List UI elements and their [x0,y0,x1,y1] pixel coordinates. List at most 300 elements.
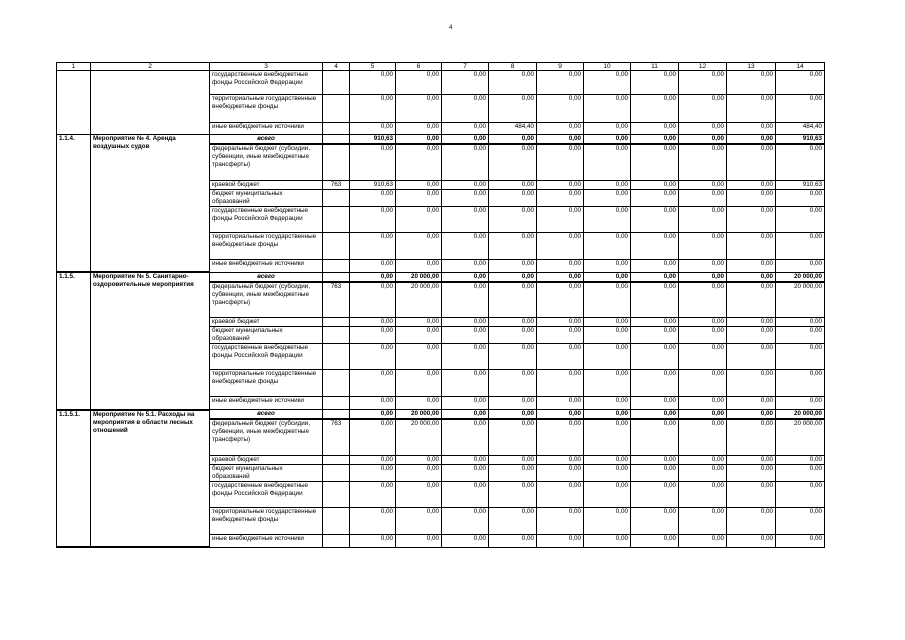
header-cell: 14 [776,63,825,71]
value-cell: 0,00 [679,123,727,135]
budget-code [323,397,350,410]
value-cell: 0,00 [584,464,631,481]
value-cell: 0,00 [584,507,631,534]
budget-code [323,272,350,282]
source-label: бюджет муниципальных образований [210,464,323,481]
value-cell: 0,00 [537,318,584,327]
header-cell: 11 [631,63,679,71]
value-cell: 0,00 [396,180,442,189]
value-cell: 0,00 [631,189,679,206]
value-cell: 0,00 [584,232,631,259]
value-cell: 0,00 [727,344,776,370]
budget-code [323,534,350,547]
value-cell: 0,00 [396,144,442,180]
value-cell: 0,00 [442,71,489,95]
value-cell: 0,00 [489,397,537,410]
value-cell: 0,00 [631,180,679,189]
header-cell: 5 [350,63,396,71]
source-label: государственные внебюджетные фонды Российской Федерации [210,71,323,95]
budget-code [323,370,350,397]
value-cell: 0,00 [442,180,489,189]
value-cell: 0,00 [396,206,442,232]
value-cell: 0,00 [727,327,776,344]
value-cell: 0,00 [631,397,679,410]
source-label: иные внебюджетные источники [210,534,323,547]
value-cell: 0,00 [679,144,727,180]
header-cell: 4 [323,63,350,71]
value-cell: 0,00 [584,318,631,327]
value-cell: 0,00 [537,71,584,95]
value-cell: 0,00 [396,464,442,481]
value-cell: 0,00 [537,455,584,464]
item-code: 1.1.5.1. [57,410,91,548]
value-cell: 0,00 [537,419,584,455]
value-cell: 0,00 [537,507,584,534]
budget-code [323,123,350,135]
value-cell: 0,00 [727,534,776,547]
value-cell: 0,00 [631,144,679,180]
value-cell: 0,00 [631,370,679,397]
value-cell: 0,00 [727,259,776,272]
value-cell: 0,00 [537,95,584,123]
value-cell: 0,00 [776,397,825,410]
value-cell: 0,00 [537,370,584,397]
source-label: государственные внебюджетные фонды Российской Федерации [210,206,323,232]
value-cell: 910,63 [776,135,825,145]
header-cell: 6 [396,63,442,71]
source-label: всего [210,272,323,282]
value-cell: 0,00 [350,71,396,95]
value-cell: 0,00 [537,144,584,180]
value-cell: 910,63 [350,135,396,145]
value-cell: 0,00 [631,344,679,370]
value-cell: 0,00 [679,507,727,534]
value-cell: 20 000,00 [776,419,825,455]
value-cell: 0,00 [776,327,825,344]
value-cell: 0,00 [489,144,537,180]
value-cell: 0,00 [727,507,776,534]
source-label: всего [210,135,323,145]
value-cell: 0,00 [489,232,537,259]
value-cell: 0,00 [489,259,537,272]
value-cell: 0,00 [442,481,489,507]
value-cell: 0,00 [584,397,631,410]
value-cell: 0,00 [489,135,537,145]
budget-code: 763 [323,282,350,318]
source-label: государственные внебюджетные фонды Российской Федерации [210,344,323,370]
source-label: территориальные государственные внебюджетные фонды [210,507,323,534]
value-cell: 0,00 [350,206,396,232]
value-cell: 0,00 [350,232,396,259]
value-cell: 0,00 [727,397,776,410]
value-cell: 0,00 [584,180,631,189]
value-cell: 0,00 [489,507,537,534]
value-cell: 0,00 [442,259,489,272]
total-row [57,272,825,282]
value-cell: 0,00 [727,410,776,420]
value-cell: 0,00 [442,206,489,232]
value-cell: 20 000,00 [396,419,442,455]
source-label: федеральный бюджет (субсидии, субвенции, иные межбюджетные трансферты) [210,144,323,180]
budget-code [323,327,350,344]
value-cell: 484,40 [776,123,825,135]
source-label: территориальные государственные внебюджетные фонды [210,232,323,259]
value-cell: 20 000,00 [776,410,825,420]
value-cell: 0,00 [631,259,679,272]
item-title: Мероприятие № 5. Санитарно-оздоровительные мероприятия [91,272,210,410]
value-cell: 0,00 [631,71,679,95]
value-cell: 0,00 [776,206,825,232]
value-cell: 0,00 [679,189,727,206]
value-cell: 0,00 [350,259,396,272]
value-cell: 0,00 [679,481,727,507]
item-title [91,71,210,135]
value-cell: 0,00 [442,455,489,464]
header-cell: 10 [584,63,631,71]
value-cell: 0,00 [350,397,396,410]
value-cell: 0,00 [584,419,631,455]
value-cell: 0,00 [679,397,727,410]
value-cell: 0,00 [396,318,442,327]
value-cell: 0,00 [679,534,727,547]
value-cell: 0,00 [727,206,776,232]
value-cell: 0,00 [442,507,489,534]
value-cell: 0,00 [776,481,825,507]
value-cell: 0,00 [727,272,776,282]
value-cell: 0,00 [442,410,489,420]
header-row [57,63,825,71]
value-cell: 0,00 [442,464,489,481]
value-cell: 0,00 [396,534,442,547]
value-cell: 0,00 [679,410,727,420]
value-cell: 0,00 [727,189,776,206]
value-cell: 0,00 [776,344,825,370]
value-cell: 0,00 [442,318,489,327]
value-cell: 0,00 [776,71,825,95]
source-label: иные внебюджетные источники [210,123,323,135]
value-cell: 0,00 [776,318,825,327]
value-cell: 0,00 [442,144,489,180]
value-cell: 0,00 [776,507,825,534]
value-cell: 0,00 [442,95,489,123]
value-cell: 0,00 [776,370,825,397]
budget-code: 763 [323,419,350,455]
value-cell: 0,00 [442,282,489,318]
value-cell: 0,00 [584,534,631,547]
value-cell: 0,00 [776,534,825,547]
value-cell: 0,00 [489,71,537,95]
value-cell: 0,00 [396,123,442,135]
value-cell: 0,00 [350,272,396,282]
value-cell: 0,00 [396,344,442,370]
header-cell: 9 [537,63,584,71]
value-cell: 0,00 [776,259,825,272]
header-cell: 2 [91,63,210,71]
source-label: иные внебюджетные источники [210,397,323,410]
value-cell: 0,00 [396,370,442,397]
value-cell: 0,00 [584,282,631,318]
value-cell: 0,00 [537,259,584,272]
value-cell: 0,00 [727,232,776,259]
value-cell: 0,00 [442,189,489,206]
value-cell: 0,00 [679,327,727,344]
value-cell: 0,00 [776,232,825,259]
value-cell: 0,00 [584,135,631,145]
value-cell: 0,00 [679,318,727,327]
value-cell: 0,00 [350,419,396,455]
value-cell: 0,00 [679,282,727,318]
budget-code [323,189,350,206]
value-cell: 0,00 [489,455,537,464]
value-cell: 0,00 [727,135,776,145]
value-cell: 0,00 [631,410,679,420]
value-cell: 0,00 [489,180,537,189]
value-cell: 910,63 [776,180,825,189]
total-row [57,410,825,420]
value-cell: 0,00 [396,327,442,344]
value-cell: 0,00 [631,464,679,481]
value-cell: 0,00 [350,481,396,507]
budget-code [323,144,350,180]
value-cell: 0,00 [489,344,537,370]
value-cell: 0,00 [584,123,631,135]
source-label: федеральный бюджет (субсидии, субвенции, иные межбюджетные трансферты) [210,419,323,455]
value-cell: 0,00 [727,455,776,464]
value-cell: 0,00 [396,95,442,123]
budget-code [323,232,350,259]
value-cell: 0,00 [631,481,679,507]
value-cell: 0,00 [679,259,727,272]
value-cell: 0,00 [584,272,631,282]
value-cell: 0,00 [537,282,584,318]
value-cell: 0,00 [489,318,537,327]
value-cell: 0,00 [537,206,584,232]
header-cell: 3 [210,63,323,71]
budget-code [323,455,350,464]
value-cell: 0,00 [776,189,825,206]
value-cell: 0,00 [489,534,537,547]
value-cell: 0,00 [350,410,396,420]
value-cell: 0,00 [489,189,537,206]
value-cell: 0,00 [679,464,727,481]
value-cell: 0,00 [442,327,489,344]
value-cell: 0,00 [537,135,584,145]
value-cell: 20 000,00 [776,282,825,318]
value-cell: 0,00 [679,180,727,189]
value-cell: 0,00 [350,189,396,206]
value-cell: 20 000,00 [396,272,442,282]
value-cell: 0,00 [350,507,396,534]
page-number: 4 [449,25,453,31]
value-cell: 0,00 [350,464,396,481]
source-label: всего [210,410,323,420]
budget-code [323,464,350,481]
value-cell: 0,00 [727,370,776,397]
value-cell: 0,00 [537,397,584,410]
value-cell: 0,00 [679,419,727,455]
value-cell: 0,00 [631,272,679,282]
value-cell: 0,00 [537,534,584,547]
value-cell: 0,00 [727,144,776,180]
value-cell: 0,00 [584,95,631,123]
value-cell: 0,00 [442,397,489,410]
value-cell: 0,00 [489,327,537,344]
value-cell: 0,00 [396,71,442,95]
budget-code [323,71,350,95]
item-code [57,71,91,135]
value-cell: 0,00 [396,507,442,534]
value-cell: 0,00 [727,481,776,507]
value-cell: 0,00 [396,189,442,206]
value-cell: 0,00 [727,419,776,455]
value-cell: 0,00 [584,71,631,95]
value-cell: 0,00 [679,206,727,232]
source-label: краевой бюджет [210,180,323,189]
source-label: краевой бюджет [210,318,323,327]
value-cell: 0,00 [489,95,537,123]
value-cell: 0,00 [396,397,442,410]
source-label: бюджет муниципальных образований [210,189,323,206]
value-cell: 0,00 [727,71,776,95]
value-cell: 0,00 [584,344,631,370]
value-cell: 0,00 [679,95,727,123]
value-cell: 0,00 [350,95,396,123]
value-cell: 0,00 [776,455,825,464]
value-cell: 0,00 [442,534,489,547]
value-cell: 0,00 [537,189,584,206]
header-cell: 13 [727,63,776,71]
value-cell: 0,00 [537,272,584,282]
value-cell: 0,00 [727,318,776,327]
item-code: 1.1.4. [57,135,91,273]
value-cell: 0,00 [350,123,396,135]
budget-code [323,206,350,232]
value-cell: 0,00 [537,344,584,370]
value-cell: 0,00 [396,232,442,259]
header-cell: 8 [489,63,537,71]
value-cell: 0,00 [679,135,727,145]
value-cell: 0,00 [489,206,537,232]
value-cell: 0,00 [727,464,776,481]
value-cell: 0,00 [727,123,776,135]
value-cell: 20 000,00 [396,282,442,318]
table-row [57,71,825,95]
value-cell: 0,00 [350,282,396,318]
value-cell: 0,00 [679,71,727,95]
value-cell: 0,00 [350,455,396,464]
budget-code [323,259,350,272]
value-cell: 0,00 [442,272,489,282]
value-cell: 0,00 [584,410,631,420]
value-cell: 0,00 [350,534,396,547]
header-cell: 7 [442,63,489,71]
value-cell: 0,00 [537,410,584,420]
value-cell: 0,00 [631,123,679,135]
value-cell: 0,00 [584,455,631,464]
budget-code [323,318,350,327]
budget-code [323,410,350,420]
source-label: иные внебюджетные источники [210,259,323,272]
value-cell: 0,00 [679,370,727,397]
value-cell: 0,00 [776,95,825,123]
value-cell: 0,00 [537,327,584,344]
source-label: территориальные государственные внебюджетные фонды [210,95,323,123]
value-cell: 0,00 [631,419,679,455]
value-cell: 0,00 [350,144,396,180]
value-cell: 0,00 [350,318,396,327]
value-cell: 0,00 [679,455,727,464]
value-cell: 0,00 [584,189,631,206]
value-cell: 0,00 [631,135,679,145]
value-cell: 0,00 [489,464,537,481]
value-cell: 0,00 [489,419,537,455]
value-cell: 0,00 [442,135,489,145]
value-cell: 0,00 [396,259,442,272]
value-cell: 0,00 [350,370,396,397]
total-row [57,135,825,145]
source-label: краевой бюджет [210,455,323,464]
value-cell: 0,00 [584,144,631,180]
value-cell: 0,00 [584,259,631,272]
value-cell: 0,00 [537,464,584,481]
header-cell: 12 [679,63,727,71]
item-title: Мероприятие № 5.1. Расходы на мероприятия в области лесных отношений [91,410,210,548]
value-cell: 0,00 [631,282,679,318]
value-cell: 20 000,00 [396,410,442,420]
source-label: государственные внебюджетные фонды Российской Федерации [210,481,323,507]
source-label: бюджет муниципальных образований [210,327,323,344]
value-cell: 0,00 [489,272,537,282]
item-code: 1.1.5. [57,272,91,410]
value-cell: 484,40 [489,123,537,135]
budget-code [323,95,350,123]
value-cell: 0,00 [727,180,776,189]
value-cell: 0,00 [584,481,631,507]
value-cell: 0,00 [396,135,442,145]
value-cell: 0,00 [537,123,584,135]
value-cell: 0,00 [442,123,489,135]
value-cell: 0,00 [776,144,825,180]
budget-code [323,135,350,145]
budget-code: 763 [323,180,350,189]
value-cell: 0,00 [489,481,537,507]
item-title: Мероприятие № 4. Аренда воздушных судов [91,135,210,273]
value-cell: 0,00 [584,206,631,232]
value-cell: 0,00 [679,344,727,370]
header-cell: 1 [57,63,91,71]
value-cell: 0,00 [489,370,537,397]
value-cell: 0,00 [396,481,442,507]
budget-code [323,507,350,534]
value-cell: 0,00 [442,370,489,397]
value-cell: 0,00 [537,180,584,189]
value-cell: 910,63 [350,180,396,189]
value-cell: 0,00 [631,318,679,327]
value-cell: 0,00 [489,410,537,420]
value-cell: 0,00 [631,95,679,123]
value-cell: 0,00 [489,282,537,318]
value-cell: 0,00 [727,282,776,318]
value-cell: 0,00 [727,95,776,123]
value-cell: 0,00 [537,481,584,507]
value-cell: 0,00 [776,464,825,481]
value-cell: 0,00 [350,344,396,370]
budget-code [323,344,350,370]
value-cell: 0,00 [679,272,727,282]
source-label: территориальные государственные внебюджетные фонды [210,370,323,397]
source-label: федеральный бюджет (субсидии, субвенции, иные межбюджетные трансферты) [210,282,323,318]
value-cell: 0,00 [631,534,679,547]
